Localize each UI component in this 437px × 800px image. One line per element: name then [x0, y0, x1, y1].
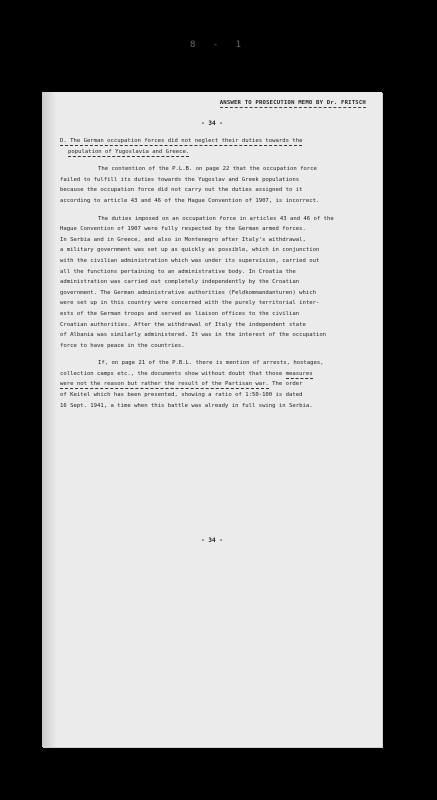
paragraph-line: were not the reason but rather the result of the Partisan war. The order	[60, 381, 303, 388]
film-frame-mark: 8 - 1	[189, 40, 248, 50]
page-number-bottom: - 34 -	[201, 537, 223, 544]
body-text	[60, 136, 368, 411]
paragraph-line: ests of the German troops and served as liaison offices to the civilian	[60, 310, 300, 317]
paragraph-line: In Serbia and in Greece, and also in Montenegro after Italy's withdrawal,	[60, 236, 306, 243]
underlined-phrase: measures	[285, 370, 313, 377]
paragraph-line: a military government was set up as quickly as possible, which in conjunction	[60, 247, 320, 254]
paragraph-line: force to have peace in the countries.	[60, 342, 185, 349]
paragraph-line: collection camps etc., the documents show without doubt that those measures	[60, 370, 313, 377]
paragraph-line: 16 Sept. 1941, a time when this battle was already in full swing in Serbia.	[60, 402, 313, 409]
paragraph-line: government. The German administrative authorities (Feldkommandanturen) which	[60, 289, 316, 296]
paragraph-line: The duties imposed on an occupation force in articles 43 and 46 of the	[98, 215, 334, 222]
paragraph-line: according to article 43 and 46 of the Hague Convention of 1907, is incorrect.	[60, 197, 320, 204]
section-heading-line: D. The German occupation forces did not neglect their duties towards the	[60, 138, 303, 144]
page-header: ANSWER TO PROSECUTION MEMO BY Dr. FRITSCH	[219, 100, 366, 106]
paragraph-line: Croatian authorities. After the withdrawal of Italy the independent state	[60, 321, 306, 328]
paragraph-line: The contention of the P.L.B. on page 22 that the occupation force	[98, 166, 317, 173]
paragraph-line: were set up in this country were concerned with the purely territorial inter-	[60, 300, 320, 307]
paragraph-line: with the civilian administration which was under its supervision, carried out	[60, 257, 320, 264]
paragraph-line: Hague Convention of 1907 were fully respected by the German armed forces.	[60, 226, 306, 233]
paragraph-line: administration was carried out completely independently by the Croatian	[60, 279, 300, 286]
paragraph-line: failed to fulfill its duties towards the Yugoslav and Greek populations	[60, 176, 300, 183]
paragraph-line: because the occupation force did not carry out the duties assigned to it	[60, 187, 303, 194]
paragraph-line: If, on page 21 of the P.B.L. there is mention of arrests, hostages,	[98, 360, 324, 367]
paragraph-line: of Albania was similarly administered. It was in the interest of the occupation	[60, 332, 327, 339]
document-page	[42, 92, 382, 747]
section-heading-line: population of Yugoslavia and Greece.	[68, 148, 190, 155]
paragraph-line: of Keitel which has been presented, showing a ratio of 1:50-100 is dated	[60, 392, 303, 399]
paragraph-line: all the functions pertaining to an administrative body. In Croatia the	[60, 268, 296, 275]
page-number-top: - 34 -	[201, 120, 223, 127]
underlined-phrase: were not the reason but rather the result of the Partisan war.	[60, 381, 269, 388]
